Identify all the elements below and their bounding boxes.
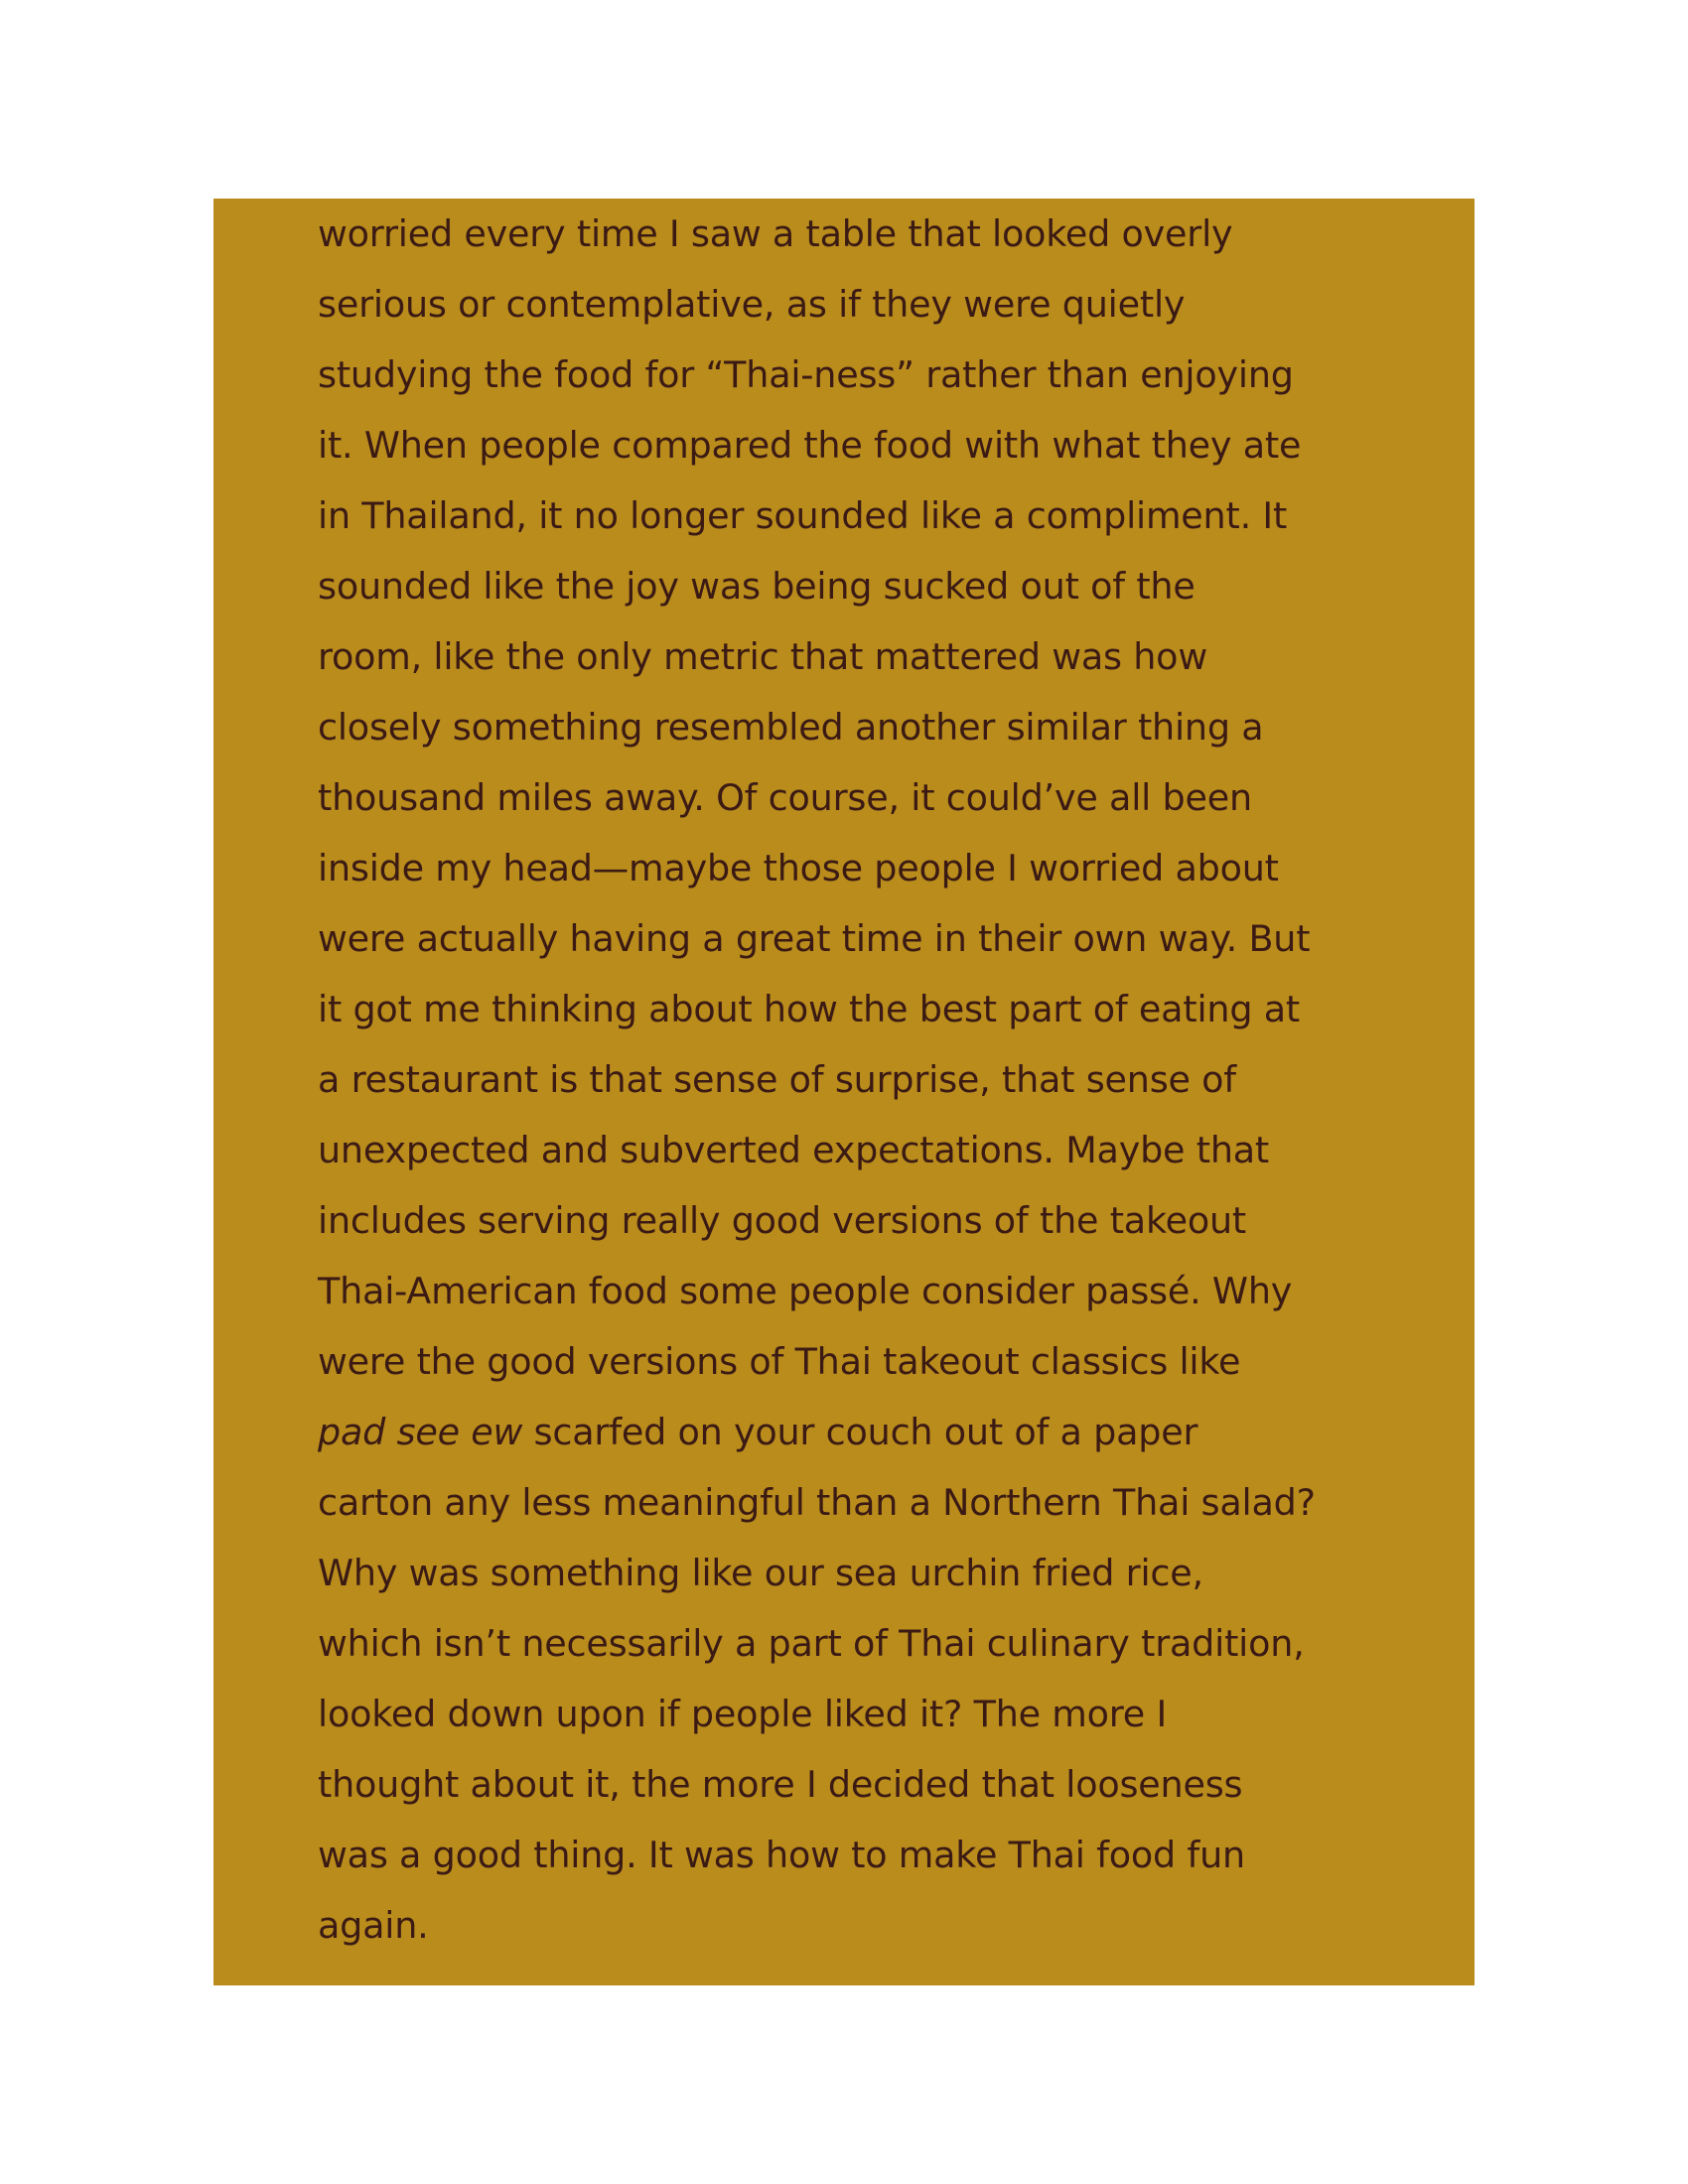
- text-line: unexpected and subverted expectations. Maybe that: [318, 1129, 1270, 1171]
- italic-dish-name: pad see ew: [318, 1411, 523, 1453]
- text-line: looked down upon if people liked it? The more I: [318, 1693, 1168, 1735]
- text-line: includes serving really good versions of the takeout: [318, 1199, 1247, 1242]
- text-panel: [213, 199, 1475, 1985]
- text-line: inside my head—maybe those people I worried about: [318, 847, 1279, 889]
- text-line: carton any less meaningful than a Northern Thai salad?: [318, 1481, 1316, 1524]
- text-line: sounded like the joy was being sucked out of the: [318, 565, 1196, 608]
- text-line: thousand miles away. Of course, it could’ve all been: [318, 776, 1252, 819]
- text-line: in Thailand, it no longer sounded like a compliment. It: [318, 494, 1288, 537]
- text-line: serious or contemplative, as if they were quietly: [318, 283, 1186, 326]
- text-line-rest: scarfed on your couch out of a paper: [522, 1411, 1198, 1453]
- text-line: which isn’t necessarily a part of Thai culinary tradition,: [318, 1622, 1305, 1665]
- text-line: room, like the only metric that mattered was how: [318, 635, 1207, 678]
- text-line: again.: [318, 1904, 429, 1947]
- text-line: was a good thing. It was how to make Thai food fun: [318, 1834, 1245, 1876]
- text-line: a restaurant is that sense of surprise, that sense of: [318, 1058, 1236, 1101]
- text-line: closely something resembled another similar thing a: [318, 706, 1264, 749]
- text-line: Why was something like our sea urchin fried rice,: [318, 1552, 1203, 1594]
- body-text: [318, 199, 1430, 1961]
- text-line: worried every time I saw a table that looked overly: [318, 212, 1233, 255]
- text-line: studying the food for “Thai-ness” rather than enjoying: [318, 353, 1294, 396]
- text-line: it. When people compared the food with what they ate: [318, 424, 1302, 467]
- text-line: it got me thinking about how the best part of eating at: [318, 988, 1300, 1030]
- text-line: were the good versions of Thai takeout classics like: [318, 1340, 1241, 1383]
- text-line: were actually having a great time in their own way. But: [318, 917, 1311, 960]
- text-line: Thai-American food some people consider passé. Why: [318, 1270, 1293, 1312]
- text-line: thought about it, the more I decided that looseness: [318, 1763, 1243, 1806]
- text-line-with-italic: [318, 1397, 1430, 1467]
